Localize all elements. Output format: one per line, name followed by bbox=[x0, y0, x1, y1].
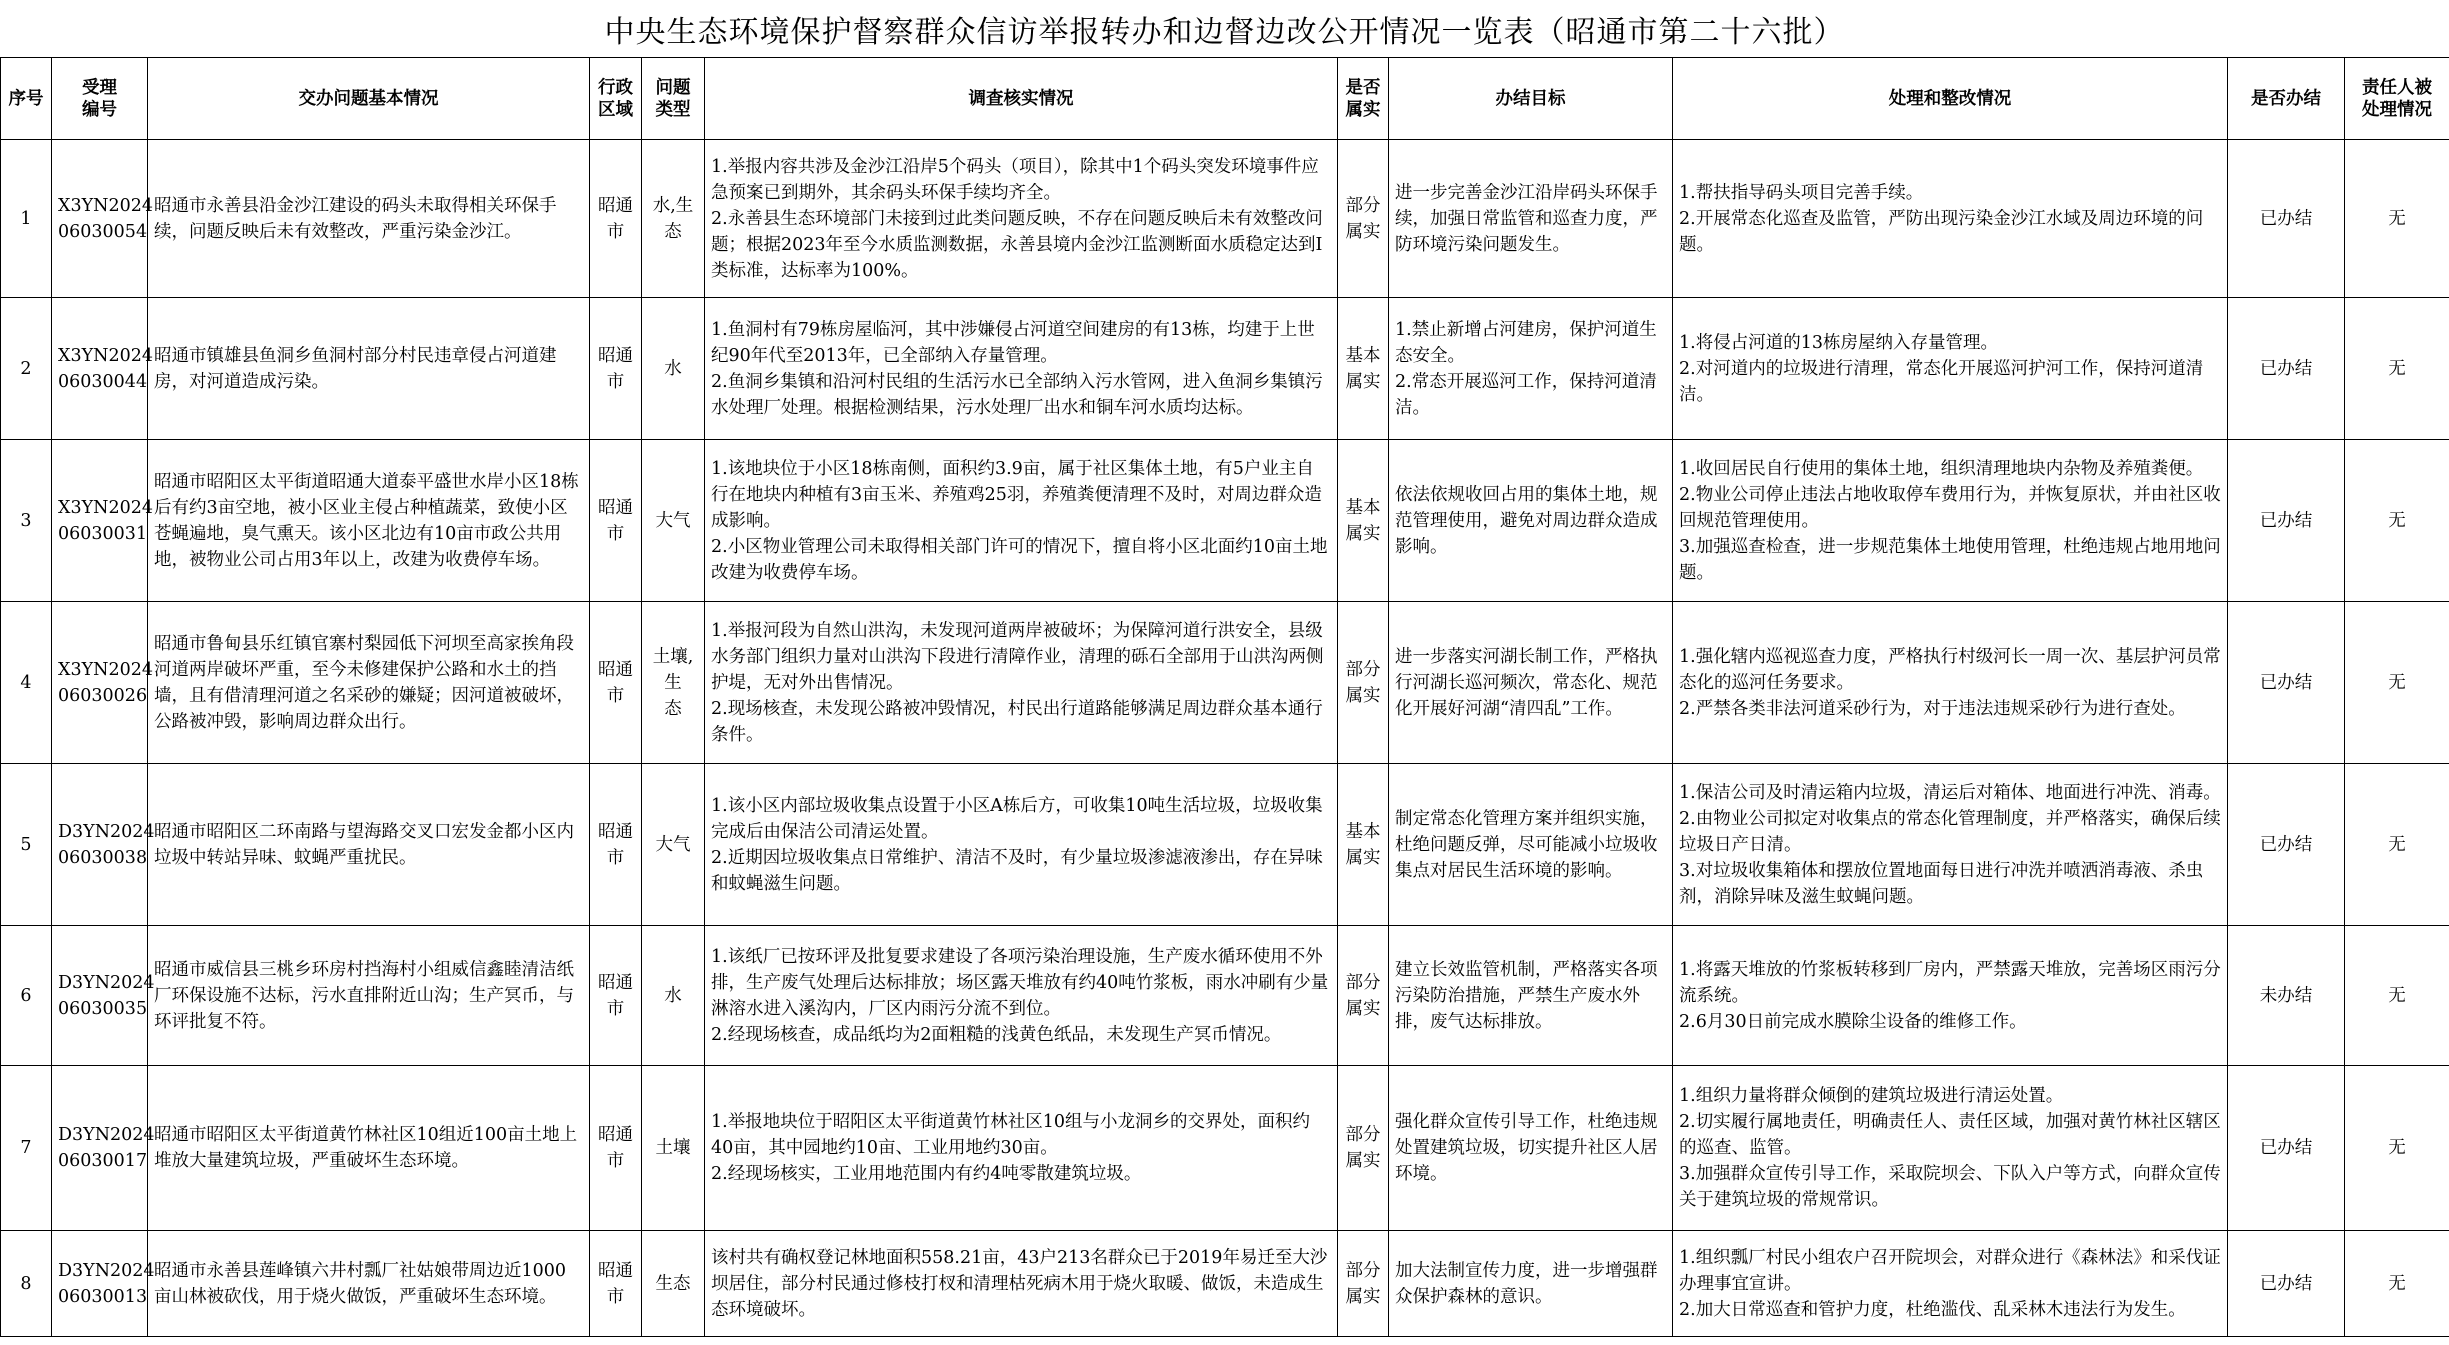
header-region: 行政 区域 bbox=[590, 58, 642, 140]
cell-closed: 已办结 bbox=[2228, 1066, 2345, 1231]
cell-region-line: 市 bbox=[606, 523, 625, 544]
cell-investigation bbox=[705, 140, 1338, 298]
cell-seq: 1 bbox=[1, 140, 52, 298]
cell-region bbox=[590, 1066, 642, 1231]
cell-handling-line: 1.帮扶指导码头项目完善手续。 bbox=[1679, 182, 1924, 203]
header-type: 问题 类型 bbox=[642, 58, 705, 140]
cell-region-line: 昭通 bbox=[598, 1125, 633, 1145]
cell-handling-line: 3.加强群众宣传引导工作，采取院坝会、下队入户等方式，向群众宣传关于建筑垃圾的常规常识。 bbox=[1679, 1164, 2221, 1210]
cell-type bbox=[642, 764, 705, 926]
cell-region-line: 市 bbox=[606, 685, 625, 706]
cell-handling-line: 2.物业公司停止违法占地收取停车费用行为，并恢复原状，并由社区收回规范管理使用。 bbox=[1679, 484, 2221, 531]
cell-handling bbox=[1673, 298, 2228, 440]
table-row bbox=[1, 140, 2449, 298]
cell-closed: 已办结 bbox=[2228, 602, 2345, 764]
table-title: 中央生态环境保护督察群众信访举报转办和边督边改公开情况一览表（昭通市第二十六批） bbox=[0, 0, 2449, 58]
header-handling: 处理和整改情况 bbox=[1673, 58, 2228, 140]
cell-type-line: 态 bbox=[664, 698, 682, 719]
cell-id-line: 06030054 bbox=[58, 221, 148, 242]
cell-investigation-line: 1.鱼洞村有79栋房屋临河，其中涉嫌侵占河道空间建房的有13栋，均建于上世纪90年代至2013年，已全部纳入存量管理。 bbox=[711, 319, 1315, 366]
petition-table bbox=[0, 57, 2449, 1337]
cell-investigation-line: 2.小区物业管理公司未取得相关部门许可的情况下，擅自将小区北面约10亩土地改建为收费停车场。 bbox=[711, 536, 1328, 583]
cell-handling-line: 2.开展常态化巡查及监管，严防出现污染金沙江水域及周边环境的问题。 bbox=[1679, 208, 2204, 255]
cell-investigation bbox=[705, 602, 1338, 764]
header-goal: 办结目标 bbox=[1389, 58, 1673, 140]
cell-region-line: 市 bbox=[606, 1286, 625, 1307]
cell-investigation bbox=[705, 1231, 1338, 1337]
cell-id bbox=[52, 926, 155, 1066]
cell-closed: 已办结 bbox=[2228, 140, 2345, 298]
cell-handling-line: 2.加大日常巡查和管护力度，杜绝滥伐、乱采林木违法行为发生。 bbox=[1679, 1299, 2186, 1320]
cell-handling-line: 1.收回居民自行使用的集体土地，组织清理地块内杂物及养殖粪便。 bbox=[1679, 458, 2204, 479]
cell-handling-line: 2.严禁各类非法河道采砂行为，对于违法违规采砂行为进行查处。 bbox=[1679, 698, 2186, 719]
cell-accountability: 无 bbox=[2345, 440, 2449, 602]
header-seq: 序号 bbox=[1, 58, 52, 140]
cell-seq: 3 bbox=[1, 440, 52, 602]
cell-issue: 昭通市永善县莲峰镇六井村瓢厂社姑娘带周边近1000亩山林被砍伐，用于烧火做饭，严重破坏生态环境。 bbox=[148, 1231, 590, 1337]
cell-closed: 已办结 bbox=[2228, 298, 2345, 440]
cell-id-line: 06030044 bbox=[58, 371, 148, 392]
cell-handling-line: 2.切实履行属地责任，明确责任人、责任区域，加强对黄竹林社区辖区的巡查、监管。 bbox=[1679, 1112, 2221, 1158]
cell-type bbox=[642, 602, 705, 764]
cell-region-line: 昭通 bbox=[598, 821, 633, 842]
cell-verified-line: 属实 bbox=[1345, 1286, 1381, 1307]
cell-verified-line: 属实 bbox=[1345, 685, 1381, 706]
table-row bbox=[1, 602, 2449, 764]
cell-type-line: 大气 bbox=[655, 510, 691, 531]
cell-verified bbox=[1338, 440, 1389, 602]
cell-region bbox=[590, 1231, 642, 1337]
cell-closed: 已办结 bbox=[2228, 1231, 2345, 1337]
cell-verified bbox=[1338, 1231, 1389, 1337]
cell-region bbox=[590, 140, 642, 298]
cell-investigation-line: 2.现场核查，未发现公路被冲毁情况，村民出行道路能够满足周边群众基本通行条件。 bbox=[711, 698, 1323, 745]
cell-seq: 5 bbox=[1, 764, 52, 926]
cell-type-line: 土壤 bbox=[655, 1138, 691, 1158]
cell-goal: 建立长效监管机制，严格落实各项污染防治措施，严禁生产废水外排，废气达标排放。 bbox=[1389, 926, 1673, 1066]
header-investigation: 调查核实情况 bbox=[705, 58, 1338, 140]
cell-id-line: D3YN2024 bbox=[58, 821, 155, 842]
cell-type bbox=[642, 1231, 705, 1337]
cell-seq: 4 bbox=[1, 602, 52, 764]
cell-region bbox=[590, 298, 642, 440]
cell-verified-line: 基本 bbox=[1345, 345, 1381, 366]
cell-investigation-line: 1.举报内容共涉及金沙江沿岸5个码头（项目），除其中1个码头突发环境事件应急预案已到期外，其余码头环保手续均齐全。 bbox=[711, 156, 1319, 203]
cell-verified-line: 属实 bbox=[1345, 523, 1381, 544]
cell-accountability: 无 bbox=[2345, 926, 2449, 1066]
cell-goal: 制定常态化管理方案并组织实施，杜绝问题反弹，尽可能减小垃圾收集点对居民生活环境的影响。 bbox=[1389, 764, 1673, 926]
cell-id bbox=[52, 440, 153, 602]
cell-goal: 依法依规收回占用的集体土地，规范管理使用，避免对周边群众造成影响。 bbox=[1389, 440, 1673, 602]
cell-issue: 昭通市鲁甸县乐红镇官寨村梨园低下河坝至高家挨角段河道两岸破坏严重，至今未修建保护公路和水土的挡墙，且有借清理河道之名采砂的嫌疑；因河道被破坏，公路被冲毁，影响周边群众出行。 bbox=[148, 602, 590, 764]
header-row bbox=[1, 58, 2449, 140]
table-row bbox=[1, 440, 2449, 602]
cell-goal: 进一步完善金沙江沿岸码头环保手续，加强日常监管和巡查力度，严防环境污染问题发生。 bbox=[1389, 140, 1673, 298]
cell-id-line: 06030017 bbox=[58, 1151, 148, 1171]
table-body bbox=[1, 140, 2449, 1337]
cell-region bbox=[590, 440, 642, 602]
cell-region-line: 市 bbox=[606, 998, 625, 1019]
cell-id-line: 06030031 bbox=[58, 523, 148, 544]
cell-type bbox=[642, 1066, 705, 1231]
cell-issue: 昭通市永善县沿金沙江建设的码头未取得相关环保手续，问题反映后未有效整改，严重污染金沙江。 bbox=[148, 140, 590, 298]
cell-investigation-line: 该村共有确权登记林地面积558.21亩，43户213名群众已于2019年易迁至大沙坝居住，部分村民通过修枝打杈和清理枯死病木用于烧火取暖、做饭，未造成生态环境破坏。 bbox=[711, 1247, 1328, 1320]
cell-id-line: 06030026 bbox=[58, 685, 148, 706]
cell-goal: 进一步落实河湖长制工作，严格执行河湖长巡河频次，常态化、规范化开展好河湖“清四乱”工作。 bbox=[1389, 602, 1673, 764]
cell-id-line: X3YN2024 bbox=[58, 345, 153, 366]
cell-investigation-line: 1.举报地块位于昭阳区太平街道黄竹林社区10组与小龙洞乡的交界处，面积约40亩，其中园地约10亩、工业用地约30亩。 bbox=[711, 1112, 1310, 1158]
cell-handling-line: 2.由物业公司拟定对收集点的常态化管理制度，并严格落实，确保后续垃圾日产日清。 bbox=[1679, 808, 2221, 855]
cell-goal: 1.禁止新增占河建房，保护河道生态安全。 2.常态开展巡河工作，保持河道清洁。 bbox=[1389, 298, 1673, 440]
cell-region-line: 昭通 bbox=[598, 1260, 633, 1281]
cell-type bbox=[642, 926, 705, 1066]
cell-verified bbox=[1338, 602, 1389, 764]
cell-handling bbox=[1673, 440, 2228, 602]
cell-verified-line: 属实 bbox=[1345, 371, 1381, 392]
cell-id-line: 06030038 bbox=[58, 847, 148, 868]
cell-accountability: 无 bbox=[2345, 1066, 2449, 1231]
cell-region bbox=[590, 602, 642, 764]
cell-verified-line: 属实 bbox=[1345, 1151, 1381, 1171]
cell-verified-line: 基本 bbox=[1345, 497, 1381, 518]
cell-accountability: 无 bbox=[2345, 298, 2449, 440]
cell-region-line: 昭通 bbox=[598, 972, 633, 993]
cell-verified bbox=[1338, 298, 1389, 440]
cell-investigation bbox=[705, 1066, 1338, 1231]
cell-investigation-line: 2.永善县生态环境部门未接到过此类问题反映，不存在问题反映后未有效整改问题；根据2023年至今水质监测数据，永善县境内金沙江监测断面水质稳定达到Ⅰ类标准，达标率为100%。 bbox=[711, 208, 1323, 281]
cell-id bbox=[52, 602, 153, 764]
cell-id bbox=[52, 764, 155, 926]
cell-region-line: 昭通 bbox=[598, 195, 633, 216]
cell-investigation bbox=[705, 764, 1338, 926]
cell-goal: 加大法制宣传力度，进一步增强群众保护森林的意识。 bbox=[1389, 1231, 1673, 1337]
table-row bbox=[1, 298, 2449, 440]
cell-region-line: 昭通 bbox=[598, 497, 633, 518]
cell-issue: 昭通市威信县三桃乡环房村挡海村小组威信鑫睦清洁纸厂环保设施不达标，污水直排附近山沟；生产冥币，与环评批复不符。 bbox=[148, 926, 590, 1066]
cell-id-line: 06030035 bbox=[58, 998, 148, 1019]
cell-handling-line: 2.对河道内的垃圾进行清理，常态化开展巡河护河工作，保持河道清洁。 bbox=[1679, 358, 2204, 405]
cell-verified-line: 部分 bbox=[1345, 195, 1381, 216]
cell-verified bbox=[1338, 1066, 1389, 1231]
cell-region-line: 市 bbox=[606, 847, 625, 868]
cell-handling-line: 1.保洁公司及时清运箱内垃圾，清运后对箱体、地面进行冲洗、消毒。 bbox=[1679, 782, 2221, 803]
cell-seq: 2 bbox=[1, 298, 52, 440]
cell-investigation-line: 1.该小区内部垃圾收集点设置于小区A栋后方，可收集10吨生活垃圾，垃圾收集完成后由保洁公司清运处置。 bbox=[711, 795, 1323, 842]
cell-id-line: 06030013 bbox=[58, 1286, 148, 1307]
cell-handling bbox=[1673, 1066, 2228, 1231]
cell-verified bbox=[1338, 926, 1389, 1066]
cell-type-line: 水,生态 bbox=[652, 195, 694, 242]
cell-investigation-line: 1.该地块位于小区18栋南侧，面积约3.9亩，属于社区集体土地，有5户业主自行在地块内种植有3亩玉米、养殖鸡25羽，养殖粪便清理不及时，对周边群众造成影响。 bbox=[711, 458, 1322, 531]
cell-region bbox=[590, 926, 642, 1066]
cell-type-line: 大气 bbox=[655, 834, 691, 855]
cell-investigation bbox=[705, 298, 1338, 440]
cell-closed: 已办结 bbox=[2228, 764, 2345, 926]
cell-accountability: 无 bbox=[2345, 764, 2449, 926]
cell-id-line: D3YN2024 bbox=[58, 1260, 155, 1281]
cell-issue: 昭通市昭阳区二环南路与望海路交叉口宏发金都小区内垃圾中转站异味、蚊蝇严重扰民。 bbox=[148, 764, 590, 926]
cell-seq: 8 bbox=[1, 1231, 52, 1337]
cell-handling-line: 3.加强巡查检查，进一步规范集体土地使用管理，杜绝违规占地用地问题。 bbox=[1679, 536, 2221, 583]
cell-investigation bbox=[705, 440, 1338, 602]
cell-type-line: 土壤,生 bbox=[652, 646, 694, 693]
cell-verified-line: 部分 bbox=[1345, 1125, 1381, 1145]
cell-id bbox=[52, 1066, 155, 1231]
cell-handling-line: 3.对垃圾收集箱体和摆放位置地面每日进行冲洗并喷洒消毒液、杀虫剂，消除异味及滋生蚊蝇问题。 bbox=[1679, 860, 2204, 907]
cell-closed: 已办结 bbox=[2228, 440, 2345, 602]
cell-handling-line: 1.将露天堆放的竹浆板转移到厂房内，严禁露天堆放，完善场区雨污分流系统。 bbox=[1679, 959, 2221, 1006]
cell-accountability: 无 bbox=[2345, 1231, 2449, 1337]
cell-type-line: 水 bbox=[664, 358, 682, 379]
cell-id bbox=[52, 298, 153, 440]
cell-issue: 昭通市镇雄县鱼洞乡鱼洞村部分村民违章侵占河道建房，对河道造成污染。 bbox=[148, 298, 590, 440]
cell-investigation-line: 2.经现场核查，成品纸均为2面粗糙的浅黄色纸品，未发现生产冥币情况。 bbox=[711, 1024, 1282, 1045]
cell-region bbox=[590, 764, 642, 926]
cell-id bbox=[52, 140, 153, 298]
cell-verified bbox=[1338, 764, 1389, 926]
cell-issue: 昭通市昭阳区太平街道昭通大道泰平盛世水岸小区18栋后有约3亩空地，被小区业主侵占种植蔬菜，致使小区苍蝇遍地，臭气熏天。该小区北边有10亩市政公共用地，被物业公司占用3年以上，改建为收费停车场。 bbox=[148, 440, 590, 602]
cell-type bbox=[642, 140, 705, 298]
cell-handling bbox=[1673, 1231, 2228, 1337]
cell-region-line: 市 bbox=[606, 1151, 625, 1171]
cell-region-line: 市 bbox=[606, 371, 625, 392]
cell-handling-line: 2.6月30日前完成水膜除尘设备的维修工作。 bbox=[1679, 1011, 2027, 1032]
table-row bbox=[1, 926, 2449, 1066]
cell-type bbox=[642, 440, 705, 602]
cell-seq: 7 bbox=[1, 1066, 52, 1231]
cell-verified-line: 部分 bbox=[1345, 659, 1381, 680]
cell-region-line: 昭通 bbox=[598, 345, 633, 366]
cell-handling-line: 1.组织瓢厂村民小组农户召开院坝会，对群众进行《森林法》和采伐证办理事宜宣讲。 bbox=[1679, 1247, 2221, 1294]
cell-accountability: 无 bbox=[2345, 140, 2449, 298]
cell-verified-line: 属实 bbox=[1345, 847, 1381, 868]
cell-seq: 6 bbox=[1, 926, 52, 1066]
cell-handling bbox=[1673, 926, 2228, 1066]
cell-issue: 昭通市昭阳区太平街道黄竹林社区10组近100亩土地上堆放大量建筑垃圾，严重破坏生态环境。 bbox=[148, 1066, 590, 1231]
cell-investigation bbox=[705, 926, 1338, 1066]
cell-handling-line: 1.强化辖内巡视巡查力度，严格执行村级河长一周一次、基层护河员常态化的巡河任务要求。 bbox=[1679, 646, 2221, 693]
cell-region-line: 昭通 bbox=[598, 659, 633, 680]
table-row bbox=[1, 1066, 2449, 1231]
cell-handling-line: 1.将侵占河道的13栋房屋纳入存量管理。 bbox=[1679, 332, 1998, 353]
cell-id-line: X3YN2024 bbox=[58, 497, 153, 518]
table-row bbox=[1, 1231, 2449, 1337]
cell-id-line: X3YN2024 bbox=[58, 659, 153, 680]
cell-investigation-line: 1.该纸厂已按环评及批复要求建设了各项污染治理设施，生产废水循环使用不外排，生产废气处理后达标排放；场区露天堆放有约40吨竹浆板，雨水冲刷有少量淋溶水进入溪沟内，厂区内雨污分流不到位。 bbox=[711, 946, 1329, 1019]
cell-handling bbox=[1673, 764, 2228, 926]
cell-id-line: D3YN2024 bbox=[58, 972, 155, 993]
cell-investigation-line: 2.经现场核实，工业用地范围内有约4吨零散建筑垃圾。 bbox=[711, 1164, 1142, 1184]
header-id: 受理 编号 bbox=[52, 58, 148, 140]
cell-verified-line: 部分 bbox=[1345, 972, 1381, 993]
cell-closed: 未办结 bbox=[2228, 926, 2345, 1066]
cell-verified-line: 基本 bbox=[1345, 821, 1381, 842]
header-accountability: 责任人被 处理情况 bbox=[2345, 58, 2449, 140]
cell-region-line: 市 bbox=[606, 221, 625, 242]
header-issue: 交办问题基本情况 bbox=[148, 58, 590, 140]
header-closed: 是否办结 bbox=[2228, 58, 2345, 140]
cell-accountability: 无 bbox=[2345, 602, 2449, 764]
cell-type bbox=[642, 298, 705, 440]
cell-id bbox=[52, 1231, 155, 1337]
cell-handling-line: 1.组织力量将群众倾倒的建筑垃圾进行清运处置。 bbox=[1679, 1086, 2064, 1106]
cell-verified bbox=[1338, 140, 1389, 298]
cell-type-line: 水 bbox=[664, 985, 682, 1006]
cell-verified-line: 属实 bbox=[1345, 221, 1381, 242]
cell-goal: 强化群众宣传引导工作，杜绝违规处置建筑垃圾，切实提升社区人居环境。 bbox=[1389, 1066, 1673, 1231]
cell-investigation-line: 2.鱼洞乡集镇和沿河村民组的生活污水已全部纳入污水管网，进入鱼洞乡集镇污水处理厂处理。根据检测结果，污水处理厂出水和铜车河水质均达标。 bbox=[711, 371, 1323, 418]
table-row bbox=[1, 764, 2449, 926]
cell-investigation-line: 2.近期因垃圾收集点日常维护、清洁不及时，有少量垃圾渗滤液渗出，存在异味和蚊蝇滋生问题。 bbox=[711, 847, 1323, 894]
header-verified: 是否 属实 bbox=[1338, 58, 1389, 140]
cell-id-line: X3YN2024 bbox=[58, 195, 153, 216]
cell-investigation-line: 1.举报河段为自然山洪沟，未发现河道两岸被破坏；为保障河道行洪安全，县级水务部门组织力量对山洪沟下段进行清障作业，清理的砾石全部用于山洪沟两侧护堤，无对外出售情况。 bbox=[711, 620, 1324, 693]
cell-type-line: 生态 bbox=[655, 1273, 691, 1294]
cell-verified-line: 部分 bbox=[1345, 1260, 1381, 1281]
cell-handling bbox=[1673, 140, 2228, 298]
cell-handling bbox=[1673, 602, 2228, 764]
cell-id-line: D3YN2024 bbox=[58, 1125, 155, 1145]
cell-verified-line: 属实 bbox=[1345, 998, 1381, 1019]
